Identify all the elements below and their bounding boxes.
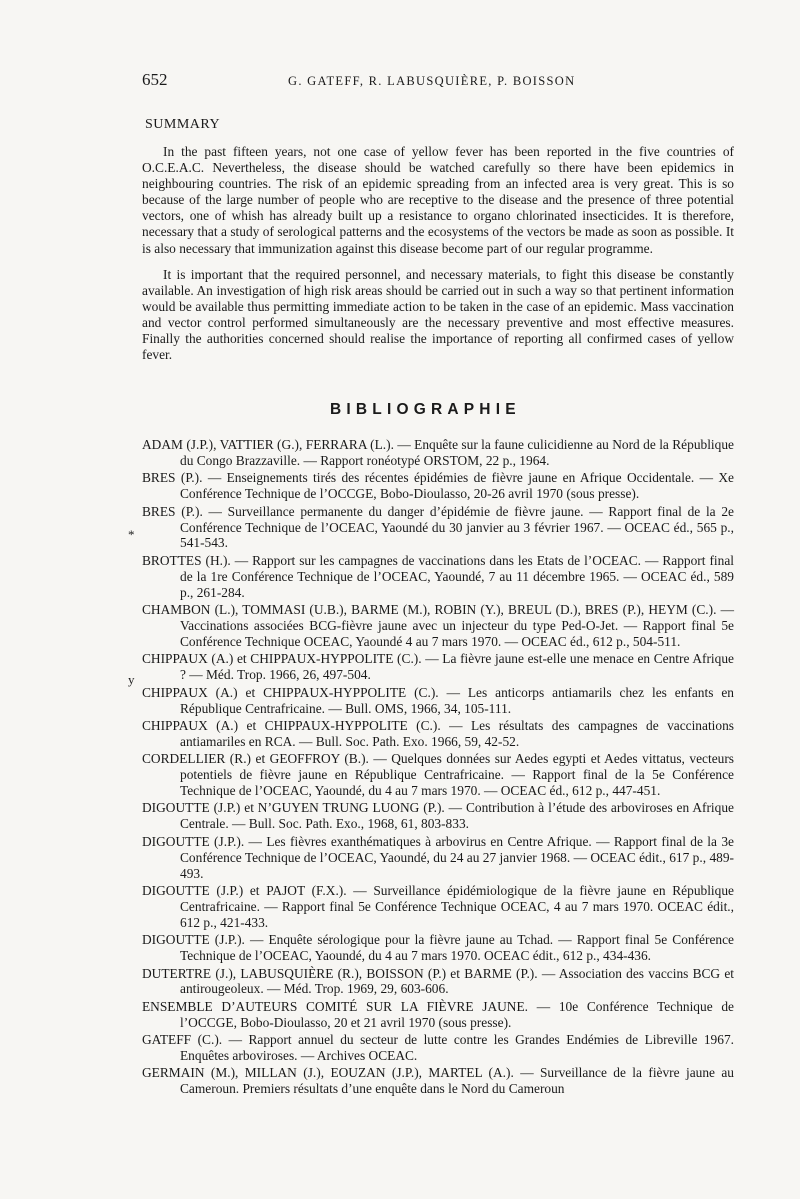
reference-item: GERMAIN (M.), MILLAN (J.), EOUZAN (J.P.), MARTEL (A.). — Surveillance de la fièvre jaune au Cameroun. Premiers résultats d’une enquête dans le Nord du Cameroun <box>142 1065 734 1097</box>
reference-item: CHIPPAUX (A.) et CHIPPAUX-HYPPOLITE (C.). — La fièvre jaune est-elle une menace en Centre Afrique ? — Méd. Trop. 1966, 26, 497-504. <box>142 651 734 683</box>
reference-item: DIGOUTTE (J.P.). — Enquête sérologique pour la fièvre jaune au Tchad. — Rapport final 5e Conférence Technique de l’OCEAC, Yaoundé, du 4 au 7 mars 1970. OCEAC édit., 612 p., 434-436. <box>142 932 734 964</box>
reference-item: ADAM (J.P.), VATTIER (G.), FERRARA (L.). — Enquête sur la faune culicidienne au Nord de la République du Congo Brazzaville. — Rapport ronéotypé ORSTOM, 22 p., 1964. <box>142 437 734 468</box>
reference-item: BRES (P.). — Surveillance permanente du danger d’épidémie de fièvre jaune. — Rapport final de la 2e Conférence Technique de l’OCEAC, Yaoundé du 30 janvier au 3 février 1967. — OCEAC éd., 565 p., 541-543. <box>142 503 734 551</box>
running-title: G. GATEFF, R. LABUSQUIÈRE, P. BOISSON <box>288 74 576 88</box>
reference-item: ENSEMBLE D’AUTEURS COMITÉ SUR LA FIÈVRE JAUNE. — 10e Conférence Technique de l’OCCGE, Bobo-Dioulasso, 20 et 21 avril 1970 (sous presse). <box>142 998 734 1030</box>
reference-list <box>142 437 734 1099</box>
reference-item: DIGOUTTE (J.P.) et N’GUYEN TRUNG LUONG (P.). — Contribution à l’étude des arboviroses en Afrique Centrale. — Bull. Soc. Path. Exo., 1968, 61, 803-833. <box>142 800 734 832</box>
reference-item: BRES (P.). — Enseignements tirés des récentes épidémies de fièvre jaune en Afrique Occidentale. — Xe Conférence Technique de l’OCCGE, Bobo-Dioulasso, 20-26 avril 1970 (sous presse). <box>142 470 734 502</box>
margin-mark: * <box>128 527 135 542</box>
page-number: 652 <box>142 70 168 89</box>
summary-paragraph: In the past fifteen years, not one case of yellow fever has been reported in the five countries of O.C.E.A.C. Nevertheless, the disease should be watched carefully so there have been epidemics in neighbouring countries. The risk of an epidemic spreading from an infected area is very great. This is so because of the large number of people who are receptive to the disease and the presence of three potential vectors, one of whish has already built up a resistance to organo chlorinated insecticides. It is therefore, necessary that a study of serological patterns and the ecosystems of the vectors be made as soon as possible. It is also necessary that immunization against this disease become part of our regular programme. <box>142 144 734 256</box>
reference-item: CORDELLIER (R.) et GEOFFROY (B.). — Quelques données sur Aedes egypti et Aedes vittatus, vecteurs potentiels de fièvre jaune en République Centrafricaine. — Rapport final de la 5e Conférence Technique de l’OCEAC, Yaoundé, du 4 au 7 mars 1970. — OCEAC éd., 612 p., 447-451. <box>142 751 734 799</box>
reference-item: GATEFF (C.). — Rapport annuel du secteur de lutte contre les Grandes Endémies de Libreville 1967. Enquêtes arboviroses. — Archives OCEAC. <box>142 1032 734 1064</box>
reference-item: DIGOUTTE (J.P.) et PAJOT (F.X.). — Surveillance épidémiologique de la fièvre jaune en République Centrafricaine. — Rapport final 5e Conférence Technique OCEAC, 4 au 7 mars 1970. OCEAC édit., 612 p., 421-433. <box>142 882 734 930</box>
reference-item: CHIPPAUX (A.) et CHIPPAUX-HYPPOLITE (C.). — Les résultats des campagnes de vaccinations antiamariles en RCA. — Bull. Soc. Path. Exo. 1966, 59, 42-52. <box>142 717 734 749</box>
reference-item: CHIPPAUX (A.) et CHIPPAUX-HYPPOLITE (C.). — Les anticorps antiamarils chez les enfants en République Centrafricaine. — Bull. OMS, 1966, 34, 105-111. <box>142 684 734 716</box>
summary-body <box>142 144 734 373</box>
reference-item: CHAMBON (L.), TOMMASI (U.B.), BARME (M.), ROBIN (Y.), BREUL (D.), BRES (P.), HEYM (C.). — Vaccinations associées BCG-fièvre jaune avec un injecteur du type Ped-O-Jet. — Rapport final 5e Conférence Technique OCEAC, Yaoundé 4 au 7 mars 1970. — OCEAC éd., 612 p., 504-511. <box>142 602 734 649</box>
bibliography-heading: BIBLIOGRAPHIE <box>330 401 521 418</box>
margin-mark: y <box>128 672 135 687</box>
reference-item: DIGOUTTE (J.P.). — Les fièvres exanthématiques à arbovirus en Centre Afrique. — Rapport final de la 3e Conférence Technique de l’OCEAC, Yaoundé, du 24 au 27 janvier 1968. — OCEAC édit., 617 p., 489-493. <box>142 833 734 881</box>
summary-heading: SUMMARY <box>145 117 221 132</box>
reference-item: BROTTES (H.). — Rapport sur les campagnes de vaccinations dans les Etats de l’OCEAC. — Rapport final de la 1re Conférence Technique de l’OCEAC, Yaoundé, 7 au 11 décembre 1965. — OCEAC éd., 589 p., 261-284. <box>142 552 734 600</box>
summary-paragraph: It is important that the required personnel, and necessary materials, to fight this disease be constantly available. An investigation of high risk areas should be carried out in such a way so that pertinent information would be available thus permitting immediate action to be taken in the case of an epidemic. Mass vaccination and vector control performed simultaneously are the necessary preventive and most effective measures. Finally the authorities concerned should realise the importance of reporting all confirmed cases of yellow fever. <box>142 266 734 363</box>
reference-item: DUTERTRE (J.), LABUSQUIÈRE (R.), BOISSON (P.) et BARME (P.). — Association des vaccins BCG et antirougeoleux. — Méd. Trop. 1969, 29, 603-606. <box>142 965 734 997</box>
